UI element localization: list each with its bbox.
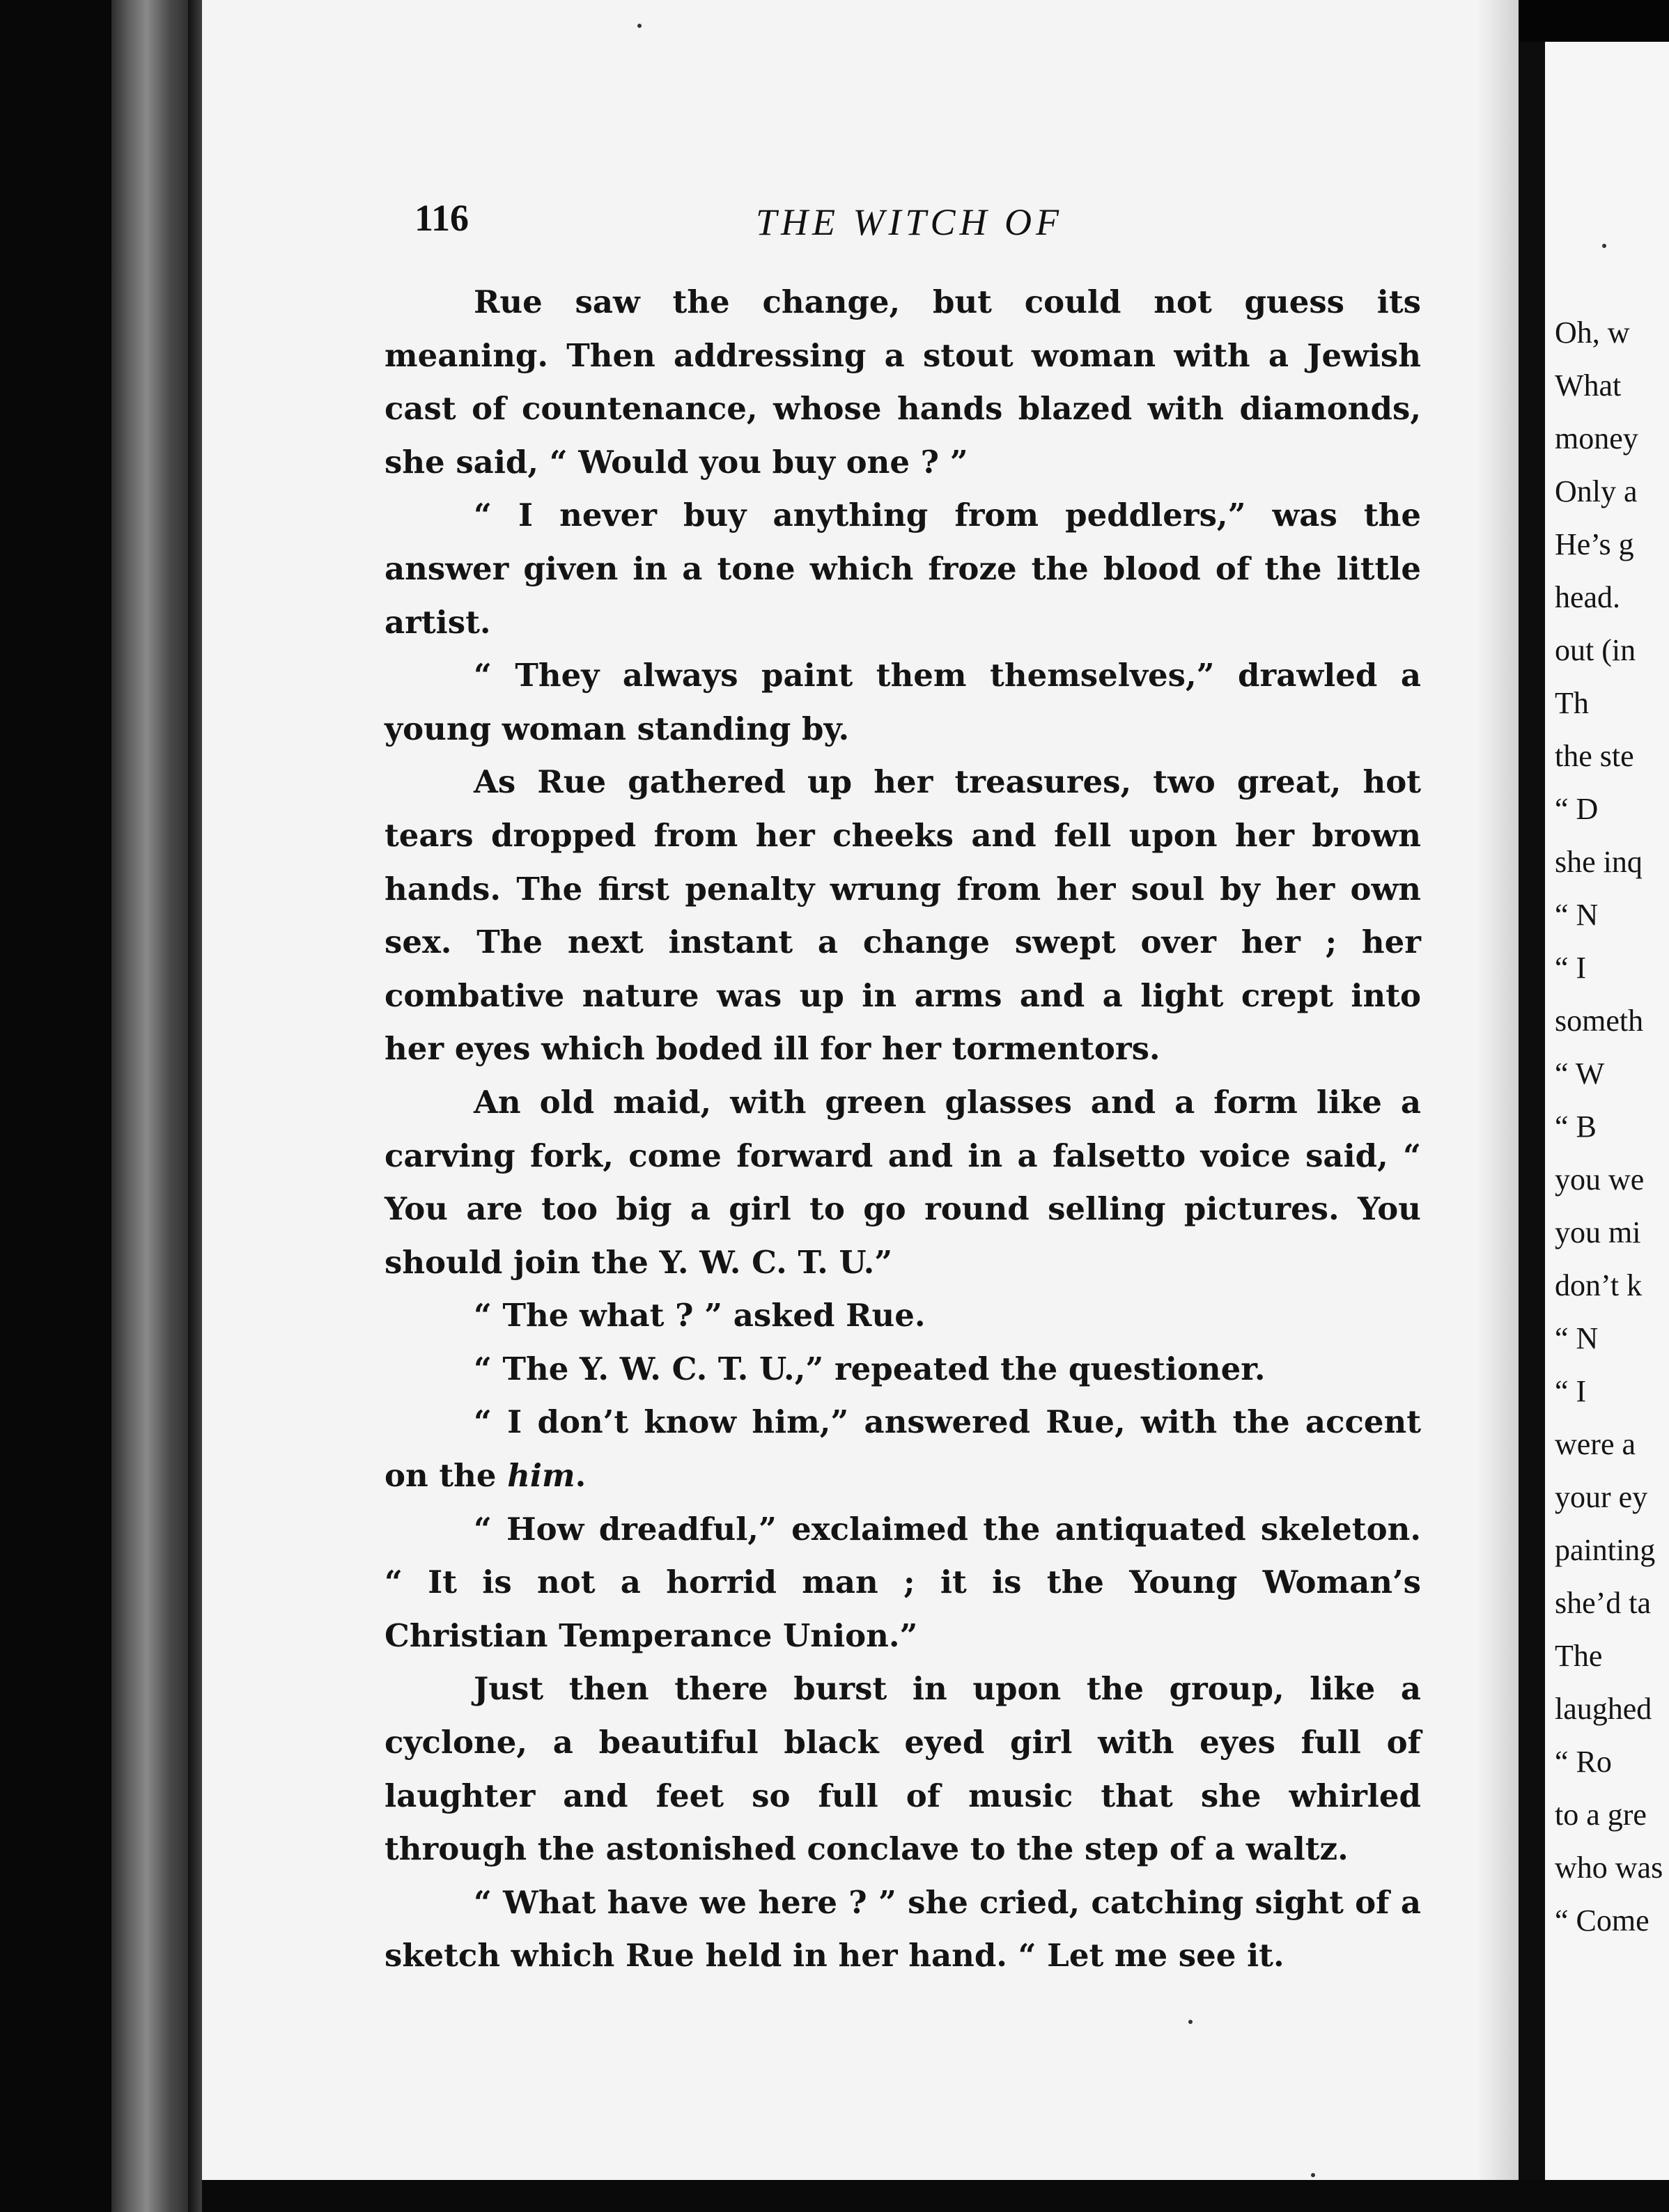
running-head: THE WITCH OF	[756, 201, 1064, 243]
right-page-line: “ I	[1555, 951, 1587, 985]
right-page-line: “ N	[1555, 1321, 1599, 1355]
page-divider	[1519, 42, 1545, 2180]
right-page-line: The	[1555, 1639, 1603, 1673]
right-page-line: Th	[1555, 686, 1589, 720]
right-page-line: she inq	[1555, 845, 1643, 879]
paragraph: “ How dreadful,” exclaimed the antiquated skeleton. “ It is not a horrid man ; it is the Young Woman’s Christian Temperance Union.”	[385, 1510, 1421, 1654]
right-page-line: “ Come	[1555, 1903, 1649, 1938]
body-text	[385, 276, 1421, 1983]
right-page-line: who was	[1555, 1851, 1663, 1885]
paragraph: As Rue gathered up her treasures, two great, hot tears dropped from her cheeks and fell upon her brown hands. The first penalty wrung from her soul by her own sex. The next instant a change swept over her ; her combative nature was up in arms and a light crept into her eyes which boded ill for her tormentors.	[385, 763, 1421, 1068]
paragraph: “ I never buy anything from peddlers,” was the answer given in a tone which froze the blood of the little artist.	[385, 497, 1421, 641]
right-page-line: “ Ro	[1555, 1745, 1612, 1779]
paragraph-text: “ I don’t know him,” answered Rue, with the accent on the	[385, 1403, 1421, 1495]
right-page-line: laughed	[1555, 1692, 1652, 1726]
right-page-line: the ste	[1555, 739, 1634, 773]
right-page-line: you mi	[1555, 1215, 1641, 1249]
right-page-line: money	[1555, 421, 1638, 455]
right-page-line: to a gre	[1555, 1798, 1647, 1832]
right-page-line: Oh, w	[1555, 316, 1630, 350]
page-number: 116	[414, 197, 469, 239]
right-page-line: He’s g	[1555, 527, 1634, 561]
right-page-line: painting	[1555, 1533, 1656, 1567]
right-page-line: What	[1555, 368, 1622, 403]
right-page-line: someth	[1555, 1004, 1644, 1038]
paragraph: Just then there burst in upon the group, like a cyclone, a beautiful black eyed girl with eyes full of laughter and feet so full of music that she whirled through the astonished conclave to the step of a waltz.	[385, 1670, 1421, 1868]
paragraph: “ They always paint them themselves,” drawled a young woman standing by.	[385, 657, 1421, 747]
paragraph: An old maid, with green glasses and a form like a carving fork, come forward and in a falsetto voice said, “ You are too big a girl to go round selling pictures. You should join the Y. W. C. T. U.”	[385, 1083, 1421, 1281]
dark-margin-left	[0, 0, 111, 2212]
paragraph	[385, 1396, 1421, 1502]
scan-speck	[637, 24, 642, 28]
right-page-line: don’t k	[1555, 1268, 1643, 1302]
right-page-line: Only a	[1555, 474, 1638, 508]
right-page-line: your ey	[1555, 1480, 1648, 1514]
paragraph-text: .	[575, 1457, 587, 1495]
right-page-line: you we	[1555, 1162, 1645, 1197]
emphasized-word: him	[507, 1457, 575, 1495]
right-page-text	[1555, 306, 1669, 1947]
right-page-line: she’d ta	[1555, 1586, 1652, 1620]
paragraph: “ What have we here ? ” she cried, catching sight of a sketch which Rue held in her hand. “ Let me see it.	[385, 1883, 1421, 1975]
paragraph: “ The Y. W. C. T. U.,” repeated the questioner.	[474, 1350, 1266, 1387]
paragraph: “ The what ? ” asked Rue.	[474, 1297, 926, 1334]
scan-speck	[1311, 2173, 1315, 2177]
book-page-edges	[111, 0, 195, 2212]
right-page-line: “ D	[1555, 792, 1599, 826]
right-page-line: “ I	[1555, 1374, 1587, 1408]
right-page-line: “ B	[1555, 1109, 1597, 1144]
right-page-line: “ N	[1555, 898, 1599, 932]
right-page-line: out (in	[1555, 633, 1636, 667]
right-page-line: head.	[1555, 580, 1621, 614]
right-page-line: were a	[1555, 1427, 1636, 1461]
dark-margin-bottom	[202, 2180, 1669, 2212]
scan-speck	[1602, 244, 1606, 248]
paragraph: Rue saw the change, but could not guess its meaning. Then addressing a stout woman with a Jewish cast of countenance, whose hands blazed with diamonds, she said, “ Would you buy one ? ”	[385, 283, 1421, 481]
scan-speck	[1188, 2020, 1193, 2024]
right-page-line: “ W	[1555, 1057, 1605, 1091]
